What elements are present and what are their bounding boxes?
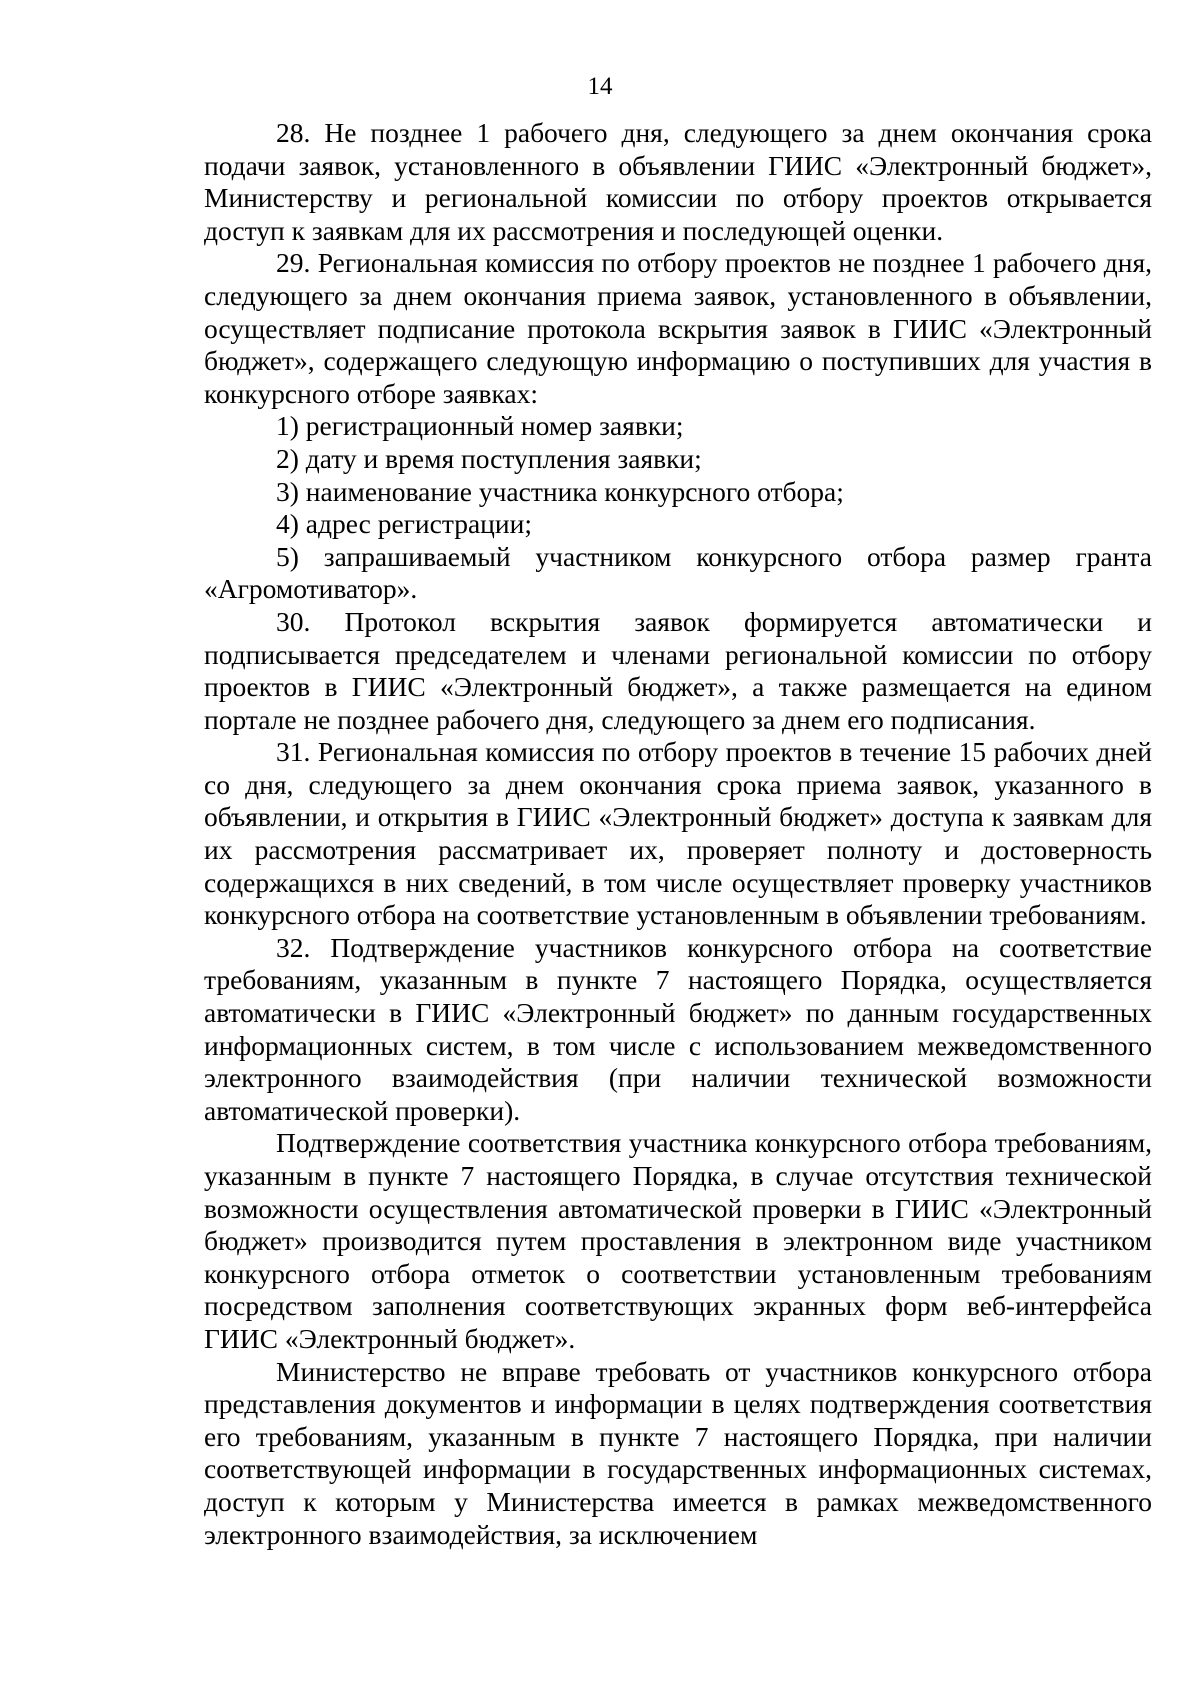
paragraph-29: 29. Региональная комиссия по отбору проектов не позднее 1 рабочего дня, следующего за днем окончания приема заявок, установленного в объявлении, осуществляет подписание протокола вскрытия заявок в ГИИС «Электронный бюджет», содержащего следующую информацию о поступивших для участия в конкурсного отборе заявках:: [204, 247, 1152, 409]
paragraph-31: 31. Региональная комиссия по отбору проектов в течение 15 рабочих дней со дня, следующего за днем окончания срока приема заявок, указанного в объявлении, и открытия в ГИИС «Электронный бюджет» доступа к заявкам для их рассмотрения рассматривает их, проверяет полноту и достоверность содержащихся в них сведений, в том числе осуществляет проверку участников конкурсного отбора на соответствие установленным в объявлении требованиям.: [204, 736, 1152, 931]
list-item: 5) запрашиваемый участником конкурсного отбора размер гранта «Агромотиватор».: [204, 540, 1152, 605]
list-item: 4) адрес регистрации;: [276, 508, 532, 540]
document-body: [204, 117, 1152, 1551]
paragraph-32: 32. Подтверждение участников конкурсного отбора на соответствие требованиям, указанным в пункте 7 настоящего Порядка, осуществляется автоматически в ГИИС «Электронный бюджет» по данным государственных информационных систем, в том числе с использованием межведомственного электронного взаимодействия (при наличии технической возможности автоматической проверки).: [204, 931, 1152, 1126]
page-number: 14: [587, 73, 613, 100]
list-item: 3) наименование участника конкурсного отбора;: [276, 475, 844, 507]
paragraph-32-confirmation: Подтверждение соответствия участника конкурсного отбора требованиям, указанным в пункте 7 настоящего Порядка, в случае отсутствия технической возможности осуществления автоматической проверки в ГИИС «Электронный бюджет» производится путем проставления в электронном виде участником конкурсного отбора отметок о соответствии установленным требованиям посредством заполнения соответствующих экранных форм веб-интерфейса ГИИС «Электронный бюджет».: [204, 1127, 1152, 1354]
paragraph-28: 28. Не позднее 1 рабочего дня, следующего за днем окончания срока подачи заявок, установленного в объявлении ГИИС «Электронный бюджет», Министерству и региональной комиссии по отбору проектов открывается доступ к заявкам для их рассмотрения и последующей оценки.: [204, 117, 1152, 246]
paragraph-30: 30. Протокол вскрытия заявок формируется автоматически и подписывается председателем и членами региональной комиссии по отбору проектов в ГИИС «Электронный бюджет», а также размещается на едином портале не позднее рабочего дня, следующего за днем его подписания.: [204, 605, 1152, 735]
paragraph-32-ministry: Министерство не вправе требовать от участников конкурсного отбора представления документов и информации в целях подтверждения соответствия его требованиям, указанным в пункте 7 настоящего Порядка, при наличии соответствующей информации в государственных информационных системах, доступ к которым у Министерства имеется в рамках межведомственного электронного взаимодействия, за исключением: [204, 1355, 1152, 1550]
list-item: 1) регистрационный номер заявки;: [276, 410, 684, 442]
list-item: 2) дату и время поступления заявки;: [276, 442, 702, 474]
